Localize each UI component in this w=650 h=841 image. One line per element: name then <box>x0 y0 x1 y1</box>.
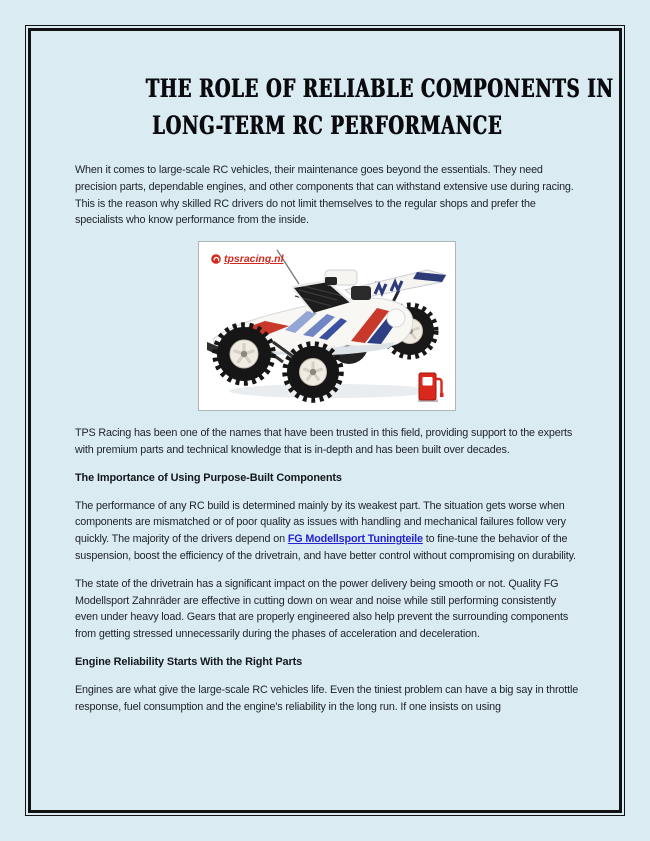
paragraph-intro: When it comes to large-scale RC vehicles, their maintenance goes beyond the essentials. They need precision parts, dependable engines, and other components that can withstand extensive use during racing. This is the reason why skilled RC drivers do not limit themselves to the regular shops and prefer the specialists who know performance from the inside. <box>75 164 574 227</box>
heading-purpose-built-components: The Importance of Using Purpose-Built Components <box>75 471 342 484</box>
fuel-pump-icon <box>418 370 446 404</box>
heading-engine-reliability: Engine Reliability Starts With the Right Parts <box>75 655 303 668</box>
paragraph-tps-racing: TPS Racing has been one of the names that have been trusted in this field, providing support to the experts with premium parts and technical knowledge that is in-depth and has been built over decades. <box>75 427 573 456</box>
fg-modellsport-tuningteile-link[interactable]: FG Modellsport Tuningteile <box>287 533 423 546</box>
page-title <box>75 0 614 144</box>
tpsracing-logo-icon <box>211 254 221 264</box>
paragraph-engines: Engines are what give the large-scale RC vehicles life. Even the tiniest problem can have a big say in throttle response, fuel consumption and the engine's reliability in the long run. If one insists on using <box>75 683 579 713</box>
paragraph-performance-pre: The performance of any RC build is determined mainly by its weakest part. The situation gets worse when components are mismatched or of poor quality as issues with handling and mechanical failures follow very quickly. The majority of the drivers depend on <box>75 499 566 546</box>
tpsracing-logo-text: tpsracing.nl <box>224 253 284 266</box>
page-title-line-1: THE ROLE OF RELIABLE COMPONENTS IN <box>145 74 614 103</box>
tpsracing-logo <box>211 253 284 265</box>
paragraph-performance <box>75 498 579 565</box>
paragraph-performance-post: to fine-tune the behavior of the suspension, boost the efficiency of the drivetrain, and have better control without compromising on durability. <box>75 533 576 562</box>
rc-buggy-illustration <box>199 242 455 410</box>
page-title-line-2: LONG-TERM RC PERFORMANCE <box>151 111 503 140</box>
page-content <box>75 0 614 726</box>
rc-car-image <box>198 241 456 411</box>
paragraph-drivetrain: The state of the drivetrain has a significant impact on the power delivery being smooth or not. Quality FG Modellsport Zahnräder are effective in cutting down on wear and noise while still performing consistently even under heavy load. Gears that are properly engineered also help prevent the surrounding components from getting stressed unnecessarily during the phases of acceleration and deceleration. <box>75 577 569 641</box>
